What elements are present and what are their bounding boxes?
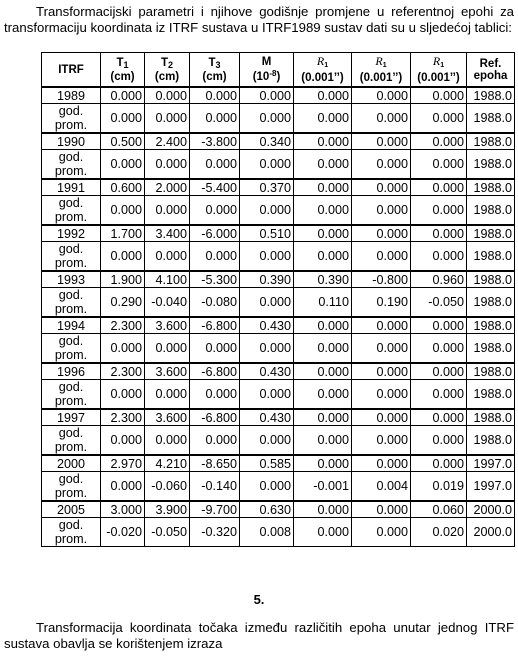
row-label: god. prom. (42, 288, 101, 318)
table-cell: 0.000 (411, 426, 467, 456)
table-cell: 0.000 (190, 196, 240, 226)
table-cell: 0.000 (294, 196, 352, 226)
table-cell: 0.000 (294, 179, 352, 196)
table-row (42, 225, 515, 242)
table-cell: 1988.0 (467, 225, 515, 242)
table-cell: 0.000 (190, 242, 240, 272)
table-cell: 2.000 (145, 179, 190, 196)
table-cell: 0.390 (240, 271, 294, 288)
table-cell: -9.700 (190, 501, 240, 518)
table-cell: 0.008 (240, 518, 294, 547)
table-row (42, 409, 515, 426)
table-cell: 2000.0 (467, 518, 515, 547)
table-cell: 0.000 (145, 242, 190, 272)
table-cell: 0.585 (240, 455, 294, 472)
table-cell: 0.000 (190, 426, 240, 456)
table-cell: 0.000 (352, 179, 411, 196)
row-label: god. prom. (42, 334, 101, 364)
table-cell: 4.210 (145, 455, 190, 472)
table-cell: 1988.0 (467, 87, 515, 104)
row-label: god. prom. (42, 150, 101, 180)
row-label: god. prom. (42, 242, 101, 272)
table-cell: 0.000 (352, 196, 411, 226)
table-row (42, 501, 515, 518)
header-r2: R1 (0.001’’) (352, 53, 411, 88)
row-label: 1991 (42, 179, 101, 196)
table-cell: 0.190 (352, 288, 411, 318)
table-cell: 1988.0 (467, 271, 515, 288)
table-cell: 0.020 (411, 518, 467, 547)
table-cell: -6.800 (190, 317, 240, 334)
table-cell: 0.000 (411, 196, 467, 226)
table-cell: 0.000 (411, 179, 467, 196)
table-row (42, 288, 515, 318)
table-cell: 0.000 (294, 104, 352, 134)
row-label: 1992 (42, 225, 101, 242)
table-row (42, 150, 515, 180)
table-cell: 0.000 (352, 363, 411, 380)
table-cell: 1988.0 (467, 104, 515, 134)
table-cell: -0.050 (411, 288, 467, 318)
row-label: 1997 (42, 409, 101, 426)
table-cell: 2000.0 (467, 501, 515, 518)
table-cell: 0.000 (352, 150, 411, 180)
table-cell: 0.000 (411, 133, 467, 150)
table-cell: 0.000 (190, 104, 240, 134)
row-label: 1994 (42, 317, 101, 334)
header-r1: R1 (0.001’’) (294, 53, 352, 88)
table-cell: 0.000 (411, 317, 467, 334)
table-cell: 0.510 (240, 225, 294, 242)
table-cell: 0.000 (240, 87, 294, 104)
table-cell: 0.000 (352, 426, 411, 456)
table-cell: 0.000 (101, 196, 145, 226)
table-cell: 0.000 (294, 455, 352, 472)
table-cell: 2.300 (101, 409, 145, 426)
table-cell: 3.600 (145, 317, 190, 334)
table-cell: 0.370 (240, 179, 294, 196)
table-cell: 0.000 (145, 334, 190, 364)
table-cell: 0.000 (190, 150, 240, 180)
table-cell: 0.000 (352, 87, 411, 104)
table-cell: 0.000 (240, 104, 294, 134)
table-cell: -6.800 (190, 409, 240, 426)
table-cell: -5.300 (190, 271, 240, 288)
intro-paragraph: Transformacijski parametri i njihove godišnje promjene u referentnoj epohi za transformaciju koordinata iz ITRF sustava u ITRF1989 sustav dati su u sljedećoj tablici: (4, 4, 514, 35)
table-cell: -0.800 (352, 271, 411, 288)
table-row (42, 87, 515, 104)
row-label: 2000 (42, 455, 101, 472)
table-cell: 0.000 (411, 104, 467, 134)
table-cell: -5.400 (190, 179, 240, 196)
table-cell: 0.000 (101, 380, 145, 410)
header-t3: $T_3$ (cm) (190, 53, 240, 88)
table-cell: 0.430 (240, 363, 294, 380)
table-cell: 1988.0 (467, 317, 515, 334)
table-cell: 0.000 (411, 380, 467, 410)
table-cell: 0.430 (240, 317, 294, 334)
row-label: 1993 (42, 271, 101, 288)
table-cell: 0.960 (411, 271, 467, 288)
table-cell: -0.080 (190, 288, 240, 318)
table-cell: 0.000 (352, 380, 411, 410)
table-cell: 1988.0 (467, 288, 515, 318)
table-cell: 0.000 (294, 87, 352, 104)
header-itrf: ITRF (42, 53, 101, 88)
table-cell: 0.060 (411, 501, 467, 518)
table-cell: 0.000 (352, 242, 411, 272)
table-row (42, 426, 515, 456)
table-cell: 0.000 (145, 104, 190, 134)
table-cell: 0.000 (240, 288, 294, 318)
table-cell: 1988.0 (467, 179, 515, 196)
table-cell: -0.140 (190, 472, 240, 502)
table-cell: 0.000 (411, 150, 467, 180)
table-cell: 0.000 (240, 334, 294, 364)
table-cell: 1988.0 (467, 426, 515, 456)
table-cell: 0.000 (101, 472, 145, 502)
table-cell: -0.001 (294, 472, 352, 502)
table-row (42, 363, 515, 380)
table-cell: 0.000 (294, 242, 352, 272)
table-row (42, 196, 515, 226)
transformation-parameters-table (41, 52, 515, 547)
table-cell: 0.000 (352, 518, 411, 547)
table-cell: -0.050 (145, 518, 190, 547)
table-cell: 3.000 (101, 501, 145, 518)
table-row (42, 334, 515, 364)
table-cell: 0.000 (101, 242, 145, 272)
table-cell: 0.000 (145, 196, 190, 226)
table-cell: 1997.0 (467, 472, 515, 502)
table-cell: 0.000 (294, 518, 352, 547)
row-label: 1989 (42, 87, 101, 104)
table-cell: 0.000 (411, 334, 467, 364)
row-label: 1996 (42, 363, 101, 380)
table-cell: 0.390 (294, 271, 352, 288)
table-cell: 0.000 (294, 426, 352, 456)
table-row (42, 317, 515, 334)
table-cell: 0.000 (190, 334, 240, 364)
table-cell: 0.000 (240, 196, 294, 226)
table-row (42, 518, 515, 547)
table-cell: 0.000 (411, 455, 467, 472)
table-cell: 0.000 (352, 225, 411, 242)
table-cell: 0.000 (352, 317, 411, 334)
table-row (42, 179, 515, 196)
table-cell: 0.019 (411, 472, 467, 502)
table-cell: 0.000 (240, 380, 294, 410)
table-cell: 2.300 (101, 317, 145, 334)
table-cell: 0.000 (352, 133, 411, 150)
table-cell: 0.000 (294, 225, 352, 242)
table-cell: 0.000 (294, 409, 352, 426)
table-cell: 3.600 (145, 409, 190, 426)
table-cell: 1988.0 (467, 133, 515, 150)
table-cell: 0.000 (240, 150, 294, 180)
table-cell: 0.000 (145, 150, 190, 180)
table-cell: 0.000 (101, 87, 145, 104)
table-header-row (42, 53, 515, 88)
table-cell: -6.000 (190, 225, 240, 242)
table-cell: 0.000 (411, 242, 467, 272)
table-cell: 0.000 (190, 87, 240, 104)
table-cell: -0.040 (145, 288, 190, 318)
table-cell: 0.630 (240, 501, 294, 518)
table-cell: 0.000 (101, 426, 145, 456)
table-cell: 0.000 (294, 363, 352, 380)
table-row (42, 472, 515, 502)
table-row (42, 242, 515, 272)
header-t1: $T_1$ (cm) (101, 53, 145, 88)
table-cell: 1997.0 (467, 455, 515, 472)
table-cell: 1988.0 (467, 380, 515, 410)
row-label: 1990 (42, 133, 101, 150)
header-t2: $T_2$ (cm) (145, 53, 190, 88)
table-cell: 0.000 (411, 363, 467, 380)
table-cell: 0.000 (411, 409, 467, 426)
table-cell: 0.000 (294, 334, 352, 364)
table-cell: 1988.0 (467, 242, 515, 272)
table-cell: -0.320 (190, 518, 240, 547)
row-label: god. prom. (42, 380, 101, 410)
table-cell: 0.340 (240, 133, 294, 150)
header-m: M $(10^{-8})$ (240, 53, 294, 88)
row-label: god. prom. (42, 472, 101, 502)
table-cell: 0.000 (352, 409, 411, 426)
table-cell: 1988.0 (467, 150, 515, 180)
header-ref-epoch: Ref. epoha (467, 53, 515, 88)
table-cell: 3.400 (145, 225, 190, 242)
table-row (42, 271, 515, 288)
table-cell: 0.500 (101, 133, 145, 150)
table-cell: 2.400 (145, 133, 190, 150)
table-cell: -8.650 (190, 455, 240, 472)
table-cell: 0.000 (294, 501, 352, 518)
row-label: god. prom. (42, 518, 101, 547)
table-cell: 0.000 (352, 104, 411, 134)
row-label: 2005 (42, 501, 101, 518)
table-cell: 3.900 (145, 501, 190, 518)
section-number: 5. (253, 592, 265, 607)
table-row (42, 455, 515, 472)
header-r3: R1 (0.001’’) (411, 53, 467, 88)
table-cell: 1988.0 (467, 334, 515, 364)
table-cell: 0.000 (145, 380, 190, 410)
table-cell: 3.600 (145, 363, 190, 380)
table-cell: -3.800 (190, 133, 240, 150)
table-cell: 0.430 (240, 409, 294, 426)
table-cell: -6.800 (190, 363, 240, 380)
table-cell: 0.004 (352, 472, 411, 502)
table-cell: 2.970 (101, 455, 145, 472)
table-cell: 0.000 (240, 472, 294, 502)
table-cell: 0.000 (145, 87, 190, 104)
row-label: god. prom. (42, 104, 101, 134)
table-cell: -0.020 (101, 518, 145, 547)
row-label: god. prom. (42, 196, 101, 226)
table-row (42, 133, 515, 150)
table-cell: 0.000 (411, 87, 467, 104)
table-cell: 0.000 (294, 317, 352, 334)
table-cell: 1.700 (101, 225, 145, 242)
table-cell: 1988.0 (467, 409, 515, 426)
table-cell: -0.060 (145, 472, 190, 502)
table-cell: 1988.0 (467, 196, 515, 226)
table-cell: 0.000 (240, 426, 294, 456)
table-cell: 0.000 (294, 150, 352, 180)
table-cell: 0.000 (352, 334, 411, 364)
table-cell: 0.000 (294, 133, 352, 150)
table-cell: 0.000 (101, 150, 145, 180)
table-row (42, 104, 515, 134)
table-cell: 0.000 (411, 225, 467, 242)
table-cell: 0.000 (294, 380, 352, 410)
table-cell: 0.000 (352, 501, 411, 518)
table-cell: 1.900 (101, 271, 145, 288)
table-cell: 0.000 (190, 380, 240, 410)
outro-paragraph: Transformacija koordinata točaka između različitih epoha unutar jednog ITRF sustava obavlja se korištenjem izraza (4, 620, 514, 651)
row-label: god. prom. (42, 426, 101, 456)
table-cell: 4.100 (145, 271, 190, 288)
table-cell: 0.000 (240, 242, 294, 272)
table-row (42, 380, 515, 410)
table-cell: 0.290 (101, 288, 145, 318)
table-cell: 0.000 (352, 455, 411, 472)
table-cell: 0.110 (294, 288, 352, 318)
table-cell: 2.300 (101, 363, 145, 380)
table-cell: 0.000 (101, 104, 145, 134)
table-cell: 0.000 (145, 426, 190, 456)
table-cell: 0.600 (101, 179, 145, 196)
table-cell: 1988.0 (467, 363, 515, 380)
table-cell: 0.000 (101, 334, 145, 364)
